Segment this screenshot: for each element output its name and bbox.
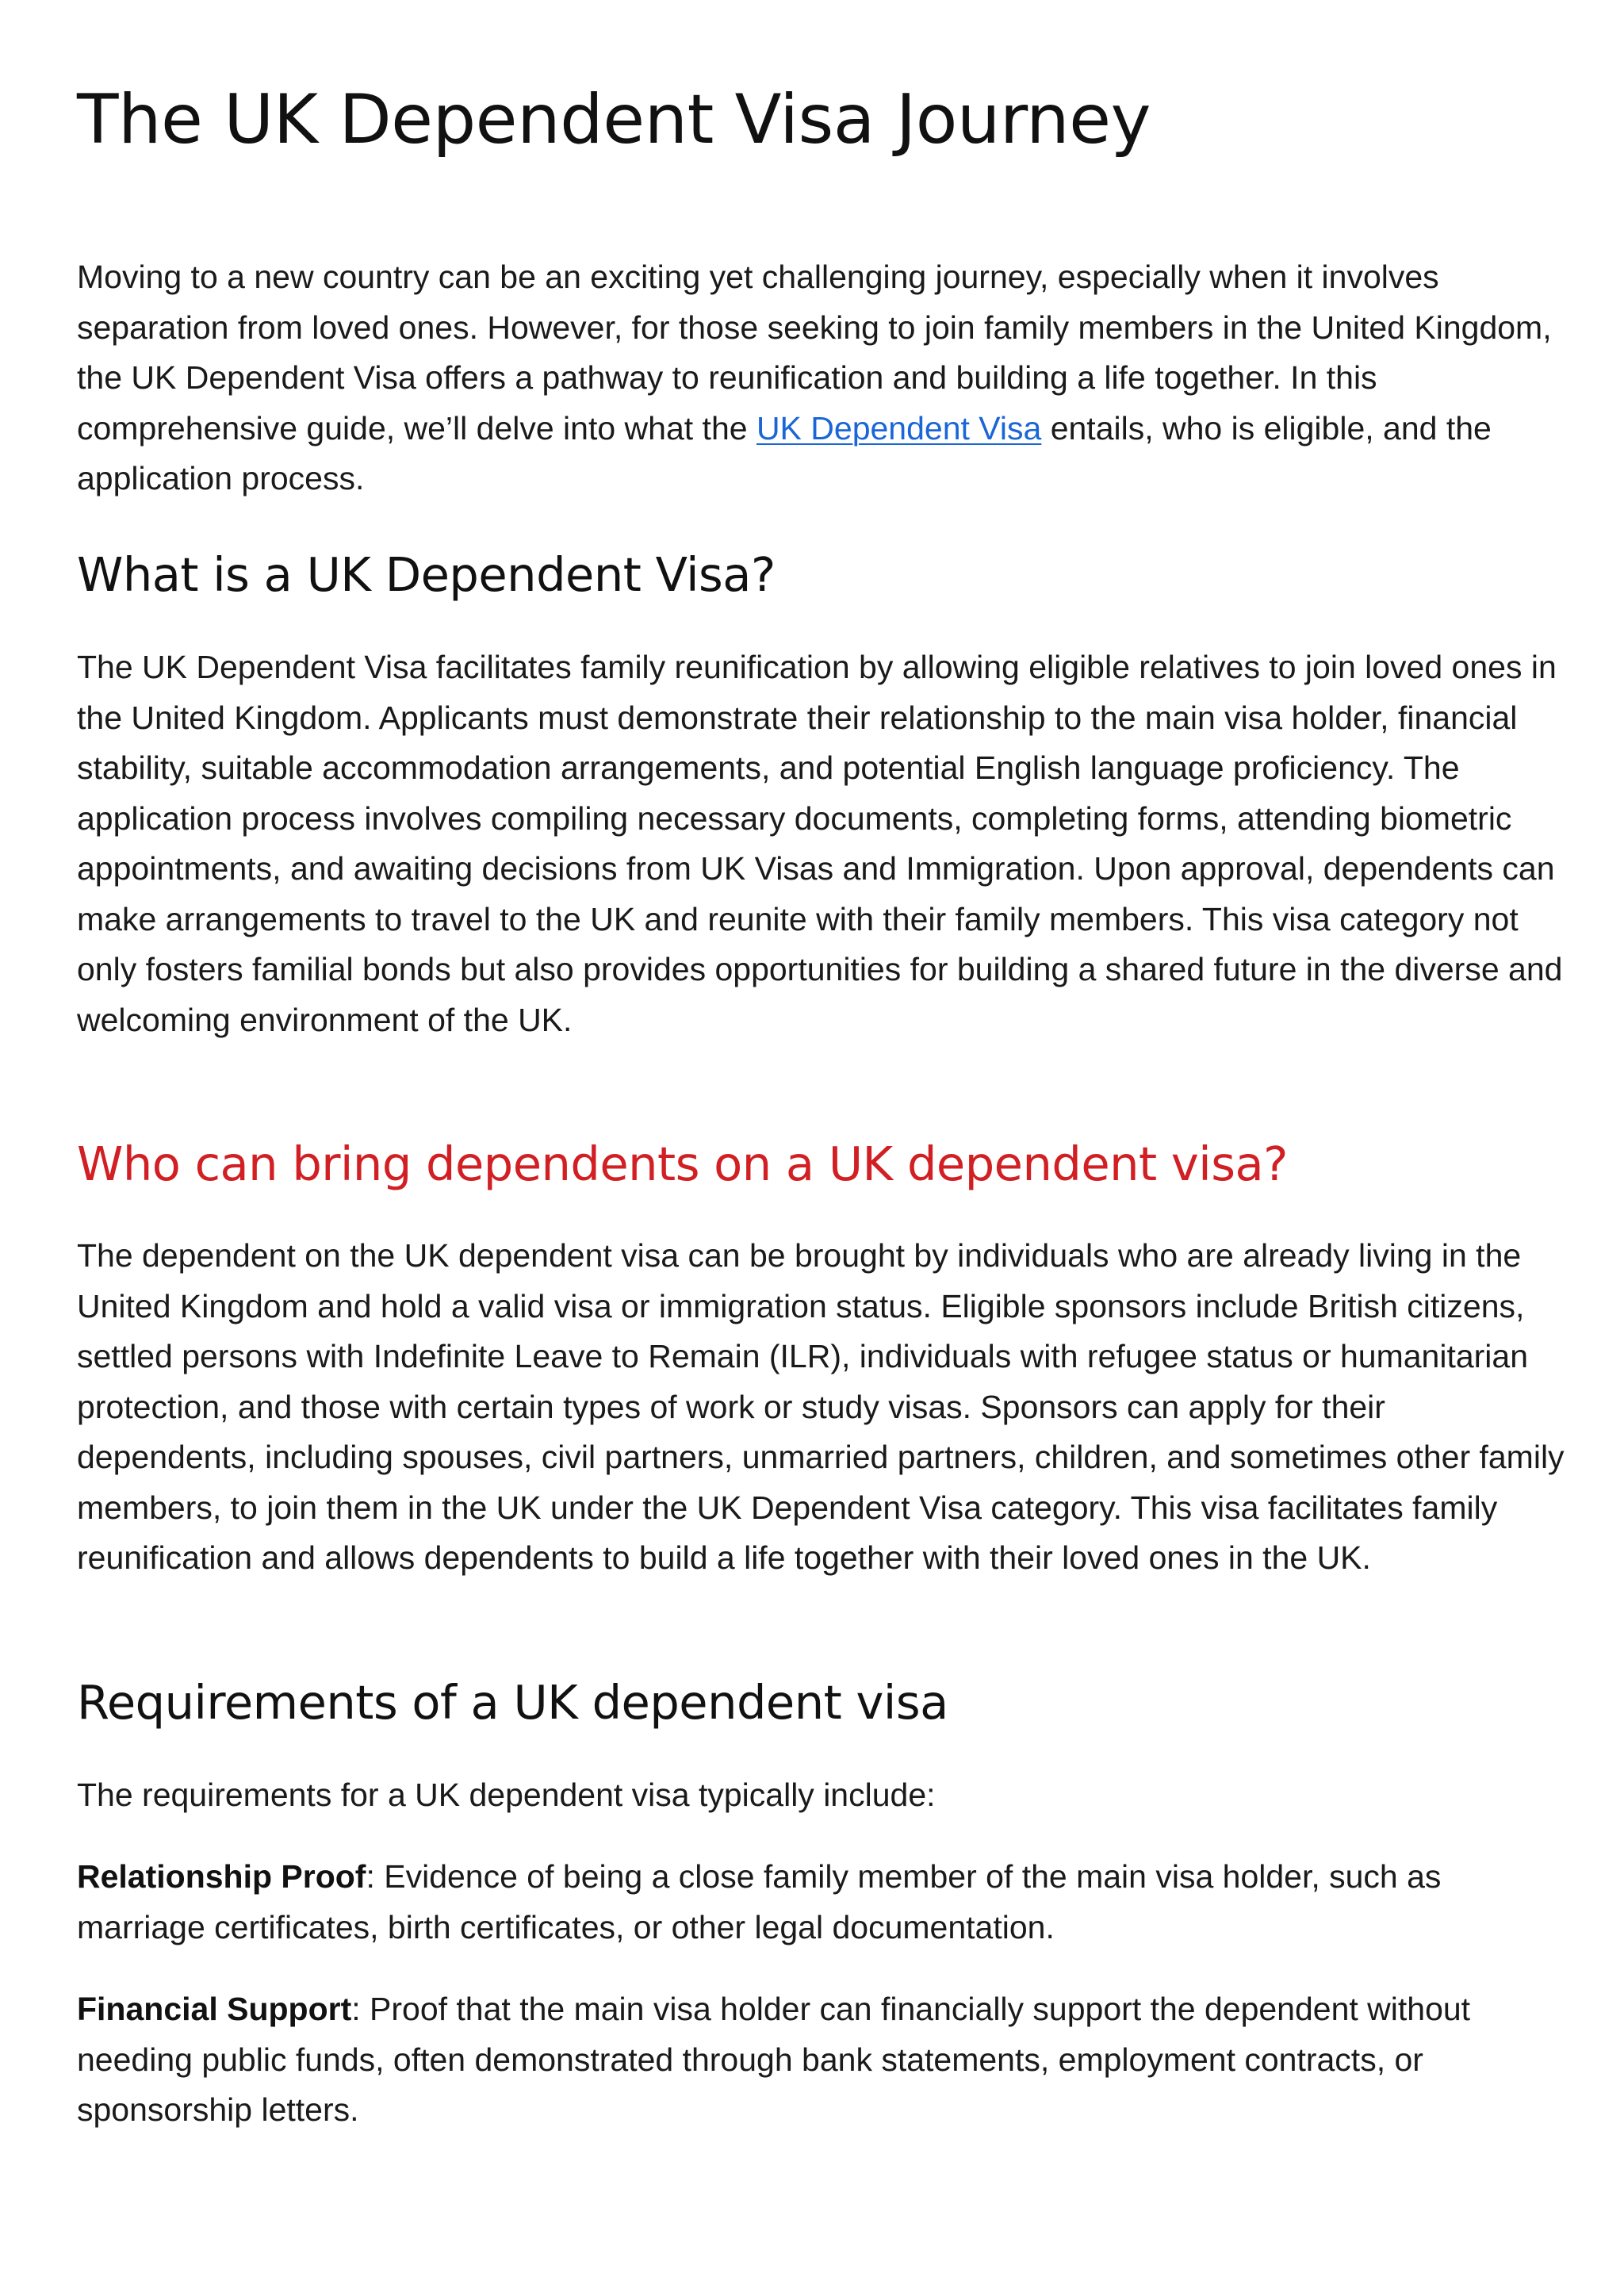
requirements-intro-block (77, 1770, 1568, 1821)
requirement-term: Relationship Proof (77, 1858, 366, 1895)
section-who-can-bring-body (77, 1231, 1568, 1584)
requirement-item (77, 1984, 1568, 2136)
requirement-relationship-proof (77, 1852, 1568, 1953)
intro-section (77, 252, 1568, 504)
intro-paragraph (77, 252, 1568, 504)
uk-dependent-visa-link[interactable]: UK Dependent Visa (756, 409, 1042, 447)
page-title: The UK Dependent Visa Journey (77, 80, 1151, 159)
section-heading-requirements: Requirements of a UK dependent visa (77, 1675, 948, 1730)
requirement-item (77, 1852, 1568, 1953)
requirements-intro: The requirements for a UK dependent visa typically include: (77, 1777, 936, 1813)
requirement-financial-support (77, 1984, 1568, 2136)
intro-text-before-link: Moving to a new country can be an exciting yet challenging journey, especially when it involves separation from loved ones. However, for those seeking to join family members in the United Kingdom, the UK Dependent Visa offers a pathway to reunification and building a life together. In this comprehensive guide, we’ll delve into what the (77, 259, 1552, 447)
requirement-description: : Proof that the main visa holder can financially support the dependent without needing public funds, often demonstrated through bank statements, employment contracts, or sponsorship letters. (77, 1991, 1471, 2128)
requirement-term: Financial Support (77, 1991, 352, 2027)
section-what-is-body (77, 642, 1568, 1045)
paragraph-who-can-bring: The dependent on the UK dependent visa can be brought by individuals who are already living in the United Kingdom and hold a valid visa or immigration status. Eligible sponsors include British citizens, settled persons with Indefinite Leave to Remain (ILR), individuals with refugee status or humanitarian protection, and those with certain types of work or study visas. Sponsors can apply for their dependents, including spouses, civil partners, unmarried partners, children, and sometimes other family members, to join them in the UK under the UK Dependent Visa category. This visa facilitates family reunification and allows dependents to build a life together with their loved ones in the UK. (77, 1237, 1565, 1576)
paragraph-what-is: The UK Dependent Visa facilitates family reunification by allowing eligible relatives to join loved ones in the United Kingdom. Applicants must demonstrate their relationship to the main visa holder, financial stability, suitable accommodation arrangements, and potential English language proficiency. The application process involves compiling necessary documents, completing forms, attending biometric appointments, and awaiting decisions from UK Visas and Immigration. Upon approval, dependents can make arrangements to travel to the UK and reunite with their family members. This visa category not only fosters familial bonds but also provides opportunities for building a shared future in the diverse and welcoming environment of the UK. (77, 649, 1563, 1038)
section-what-is (77, 547, 1568, 602)
section-heading-what-is: What is a UK Dependent Visa? (77, 547, 776, 602)
intro-text-after-link: entails, who is eligible, and the application process. (77, 409, 1492, 496)
section-heading-who-can-bring: Who can bring dependents on a UK dependent visa? (77, 1137, 1288, 1191)
section-requirements (77, 1675, 1568, 1730)
requirement-description: : Evidence of being a close family member of the main visa holder, such as marriage certificates, birth certificates, or other legal documentation. (77, 1858, 1442, 1945)
section-who-can-bring (77, 1137, 1568, 1191)
